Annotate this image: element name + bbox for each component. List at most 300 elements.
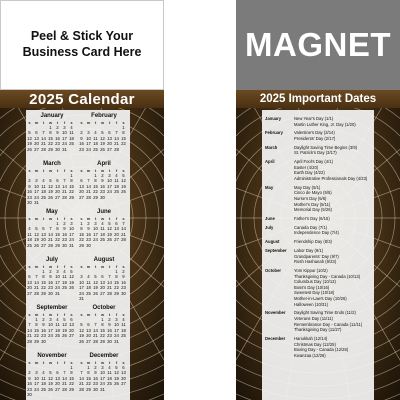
weekday-label: w xyxy=(48,120,53,125)
day-cell: 29 xyxy=(55,242,60,248)
month-may xyxy=(26,208,78,248)
month-name: August xyxy=(93,257,115,263)
day-cell: 7 xyxy=(122,221,125,226)
day-cell: 14 xyxy=(107,279,112,285)
day-cell: 27 xyxy=(55,386,60,392)
month-name: January xyxy=(40,113,64,119)
day-cell: 3 xyxy=(94,221,97,226)
day-cell: 24 xyxy=(48,333,53,339)
day-cell: 10 xyxy=(34,183,39,189)
weekday-label: f xyxy=(63,312,66,317)
day-cell: 25 xyxy=(107,381,112,387)
day-cell: 23 xyxy=(48,285,53,291)
day-cell: 8 xyxy=(101,322,104,328)
day-cell: 24 xyxy=(107,189,112,195)
weekday-label: w xyxy=(48,168,53,173)
day-cell: 27 xyxy=(100,290,105,296)
day-cell: 16 xyxy=(86,231,91,237)
weekday-label: s xyxy=(80,360,83,365)
day-cell: 16 xyxy=(41,327,46,333)
day-cell: 21 xyxy=(41,141,46,147)
day-cell: 4 xyxy=(115,173,118,178)
day-cell: 24 xyxy=(62,141,67,147)
day-cell: 18 xyxy=(121,327,126,333)
day-cell: 15 xyxy=(69,183,74,189)
day-cell: 4 xyxy=(87,274,90,280)
day-cell: 27 xyxy=(27,290,32,296)
day-cell: 12 xyxy=(48,375,53,381)
weekday-label: f xyxy=(115,168,118,173)
day-cell: 12 xyxy=(107,226,112,232)
weekday-label: w xyxy=(48,312,53,317)
day-cell: 25 xyxy=(55,333,60,339)
day-cell: 7 xyxy=(87,178,90,184)
day-cell: 11 xyxy=(41,375,46,381)
day-cell: 12 xyxy=(27,135,32,141)
week-row xyxy=(26,291,78,296)
day-cell: 31 xyxy=(62,146,67,152)
month-name: July xyxy=(45,257,58,263)
day-cell: 28 xyxy=(48,242,53,248)
event-item: Martin Luther King, Jr. Day (1/20) xyxy=(294,121,356,127)
day-cell: 25 xyxy=(41,194,46,200)
day-cell: 14 xyxy=(62,375,67,381)
day-cell: 7 xyxy=(108,274,111,280)
day-cell: 25 xyxy=(93,146,98,152)
day-cell: 15 xyxy=(79,231,84,237)
day-cell: 20 xyxy=(79,189,84,195)
day-cell: 16 xyxy=(55,135,60,141)
day-cell: 19 xyxy=(107,231,112,237)
day-cell: 8 xyxy=(94,178,97,184)
day-cell: 26 xyxy=(62,333,67,339)
day-cell: 10 xyxy=(55,274,60,280)
day-cell: 23 xyxy=(86,237,91,243)
day-cell: 18 xyxy=(55,327,60,333)
day-cell: 16 xyxy=(79,141,84,147)
day-cell: 5 xyxy=(63,317,66,322)
calendar-grid xyxy=(26,110,130,400)
day-cell: 15 xyxy=(114,279,119,285)
day-cell: 1 xyxy=(122,125,125,130)
event-item: Valentine's Day (2/14) xyxy=(294,130,335,136)
weekday-label: s xyxy=(80,216,83,221)
day-cell: 4 xyxy=(108,365,111,370)
day-cell: 12 xyxy=(69,274,74,280)
weekday-label: w xyxy=(48,264,53,269)
day-cell: 22 xyxy=(41,285,46,291)
day-cell: 2 xyxy=(122,269,125,274)
day-cell: 13 xyxy=(86,327,91,333)
week-row xyxy=(26,243,78,248)
day-cell: 26 xyxy=(107,237,112,243)
event-item: Kwanzaa (12/26) xyxy=(294,352,326,358)
dates-month-label: June xyxy=(265,216,275,221)
day-cell: 12 xyxy=(62,322,67,328)
weekday-label: f xyxy=(63,168,66,173)
day-cell: 18 xyxy=(41,381,46,387)
event-item: Cinco de Mayo (5/5) xyxy=(294,190,332,196)
weekday-label: m xyxy=(86,360,91,365)
weekday-label: s xyxy=(28,264,31,269)
weekday-label: f xyxy=(63,120,66,125)
day-cell: 17 xyxy=(34,189,39,195)
day-cell: 11 xyxy=(55,322,60,328)
day-cell: 4 xyxy=(63,269,66,274)
day-cell: 27 xyxy=(114,237,119,243)
event-item: Easter (4/20) xyxy=(294,164,319,170)
day-cell: 30 xyxy=(100,194,105,200)
day-cell: 2 xyxy=(87,221,90,226)
day-cell: 1 xyxy=(70,173,73,178)
day-cell: 13 xyxy=(41,231,46,237)
day-cell: 11 xyxy=(93,135,98,141)
day-cell: 2 xyxy=(28,370,31,376)
day-cell: 29 xyxy=(79,242,84,248)
day-cell: 9 xyxy=(94,370,97,376)
event-item: St. Patrick's Day (3/17) xyxy=(294,150,337,156)
day-cell: 20 xyxy=(41,237,46,243)
day-cell: 16 xyxy=(48,279,53,285)
day-cell: 22 xyxy=(86,381,91,387)
day-cell: 2 xyxy=(28,178,31,184)
day-cell: 27 xyxy=(107,146,112,152)
day-cell: 5 xyxy=(108,221,111,226)
day-cell: 22 xyxy=(121,141,126,147)
day-cell: 1 xyxy=(49,125,52,130)
day-cell: 30 xyxy=(27,391,32,397)
weekday-label: m xyxy=(34,312,39,317)
weekday-label: s xyxy=(70,120,73,125)
day-cell: 28 xyxy=(114,146,119,152)
weekday-label: s xyxy=(28,216,31,221)
day-cell: 6 xyxy=(70,317,73,322)
event-item: Labor Day (9/1) xyxy=(294,248,324,253)
day-cell: 14 xyxy=(114,135,119,141)
day-cell: 11 xyxy=(62,274,67,280)
day-cell: 15 xyxy=(34,327,39,333)
day-cell: 15 xyxy=(48,135,53,141)
day-cell: 13 xyxy=(114,226,119,232)
day-cell: 28 xyxy=(62,386,67,392)
day-cell: 3 xyxy=(70,221,73,226)
day-cell: 27 xyxy=(41,242,46,248)
weekday-label: s xyxy=(122,312,125,317)
day-cell: 29 xyxy=(41,290,46,296)
calendar-title: 2025 Calendar xyxy=(0,90,164,108)
event-item: April Fool's Day (4/1) xyxy=(294,159,333,165)
day-cell: 19 xyxy=(69,279,74,285)
day-cell: 6 xyxy=(35,130,38,136)
day-cell: 6 xyxy=(101,274,104,280)
day-cell: 20 xyxy=(34,141,39,147)
day-cell: 8 xyxy=(70,178,73,184)
event-item: Administrative Professionals Day (4/23) xyxy=(294,176,368,181)
day-cell: 26 xyxy=(27,146,32,152)
weekday-label: t xyxy=(94,264,97,269)
day-cell: 1 xyxy=(115,269,118,274)
day-cell: 8 xyxy=(49,130,52,136)
day-cell: 3 xyxy=(87,130,90,136)
event-item: Grandparents' Day (9/7) xyxy=(294,253,339,259)
weekday-label: t xyxy=(56,216,59,221)
day-cell: 15 xyxy=(121,135,126,141)
day-cell: 29 xyxy=(114,290,119,296)
day-cell: 28 xyxy=(86,194,91,200)
weekday-label: s xyxy=(122,264,125,269)
dates-month-label: September xyxy=(265,248,287,253)
day-cell: 4 xyxy=(101,221,104,226)
day-cell: 21 xyxy=(27,333,32,339)
day-cell: 22 xyxy=(69,381,74,387)
day-cell: 30 xyxy=(27,199,32,205)
day-cell: 19 xyxy=(48,381,53,387)
dates-month-label: April xyxy=(265,159,275,165)
day-cell: 9 xyxy=(122,274,125,280)
day-cell: 28 xyxy=(79,386,84,392)
day-cell: 13 xyxy=(55,375,60,381)
day-cell: 12 xyxy=(34,231,39,237)
day-cell: 20 xyxy=(100,285,105,291)
day-cell: 27 xyxy=(86,338,91,344)
day-cell: 7 xyxy=(63,178,66,184)
day-cell: 21 xyxy=(48,237,53,243)
dates-month-label: December xyxy=(265,336,286,341)
day-cell: 29 xyxy=(93,194,98,200)
day-cell: 2 xyxy=(94,365,97,370)
day-cell: 6 xyxy=(122,365,125,370)
day-cell: 17 xyxy=(48,327,53,333)
day-cell: 19 xyxy=(34,237,39,243)
day-cell: 5 xyxy=(49,178,52,184)
day-cell: 3 xyxy=(101,365,104,370)
day-cell: 29 xyxy=(69,386,74,392)
day-cell: 18 xyxy=(69,135,74,141)
weekday-label: f xyxy=(115,312,118,317)
day-cell: 17 xyxy=(114,327,119,333)
day-cell: 31 xyxy=(69,242,74,248)
day-cell: 11 xyxy=(41,183,46,189)
day-cell: 6 xyxy=(80,178,83,184)
day-cell: 30 xyxy=(86,242,91,248)
day-cell: 23 xyxy=(107,333,112,339)
weekday-label: f xyxy=(115,120,118,125)
day-cell: 3 xyxy=(35,370,38,376)
day-cell: 17 xyxy=(69,231,74,237)
day-cell: 23 xyxy=(62,237,67,243)
day-cell: 23 xyxy=(55,141,60,147)
weekday-label: s xyxy=(70,360,73,365)
day-cell: 31 xyxy=(114,338,119,344)
month-january xyxy=(26,112,78,152)
day-cell: 14 xyxy=(93,327,98,333)
weekday-label: w xyxy=(100,312,105,317)
day-cell: 4 xyxy=(94,130,97,136)
month-name: October xyxy=(92,305,116,311)
day-cell: 9 xyxy=(101,178,104,184)
weekday-label: t xyxy=(108,216,111,221)
peel-line-2: Business Card Here xyxy=(22,45,142,59)
day-cell: 25 xyxy=(114,189,119,195)
day-cell: 5 xyxy=(35,226,38,232)
event-item: Columbus Day (10/13) xyxy=(294,279,336,285)
day-cell: 16 xyxy=(27,189,32,195)
dates-month-label: November xyxy=(265,310,286,316)
day-cell: 1 xyxy=(80,221,83,226)
week-row xyxy=(78,387,130,392)
day-cell: 18 xyxy=(41,189,46,195)
day-cell: 11 xyxy=(114,178,119,184)
week-row xyxy=(78,296,130,301)
weekday-label: s xyxy=(28,120,31,125)
day-cell: 6 xyxy=(108,130,111,136)
day-cell: 9 xyxy=(28,375,31,381)
month-august xyxy=(78,256,130,301)
event-item: Father's Day (6/15) xyxy=(294,216,330,221)
day-cell: 12 xyxy=(100,135,105,141)
weekday-label: t xyxy=(108,264,111,269)
day-cell: 20 xyxy=(27,285,32,291)
day-cell: 6 xyxy=(28,274,31,280)
day-cell: 30 xyxy=(107,338,112,344)
dates-month-label: March xyxy=(265,144,278,150)
day-cell: 12 xyxy=(114,370,119,376)
weekday-label: t xyxy=(42,264,45,269)
day-cell: 10 xyxy=(107,178,112,184)
day-cell: 27 xyxy=(34,146,39,152)
day-cell: 19 xyxy=(121,183,126,189)
day-cell: 13 xyxy=(100,279,105,285)
day-cell: 26 xyxy=(48,386,53,392)
weekday-label: s xyxy=(80,120,83,125)
day-cell: 15 xyxy=(100,327,105,333)
day-cell: 29 xyxy=(48,146,53,152)
day-cell: 13 xyxy=(69,322,74,328)
day-cell: 2 xyxy=(108,317,111,322)
weekday-label: m xyxy=(86,264,91,269)
month-june xyxy=(78,208,130,248)
day-cell: 24 xyxy=(79,290,84,296)
day-cell: 25 xyxy=(86,290,91,296)
day-cell: 22 xyxy=(114,285,119,291)
weekday-label: t xyxy=(94,216,97,221)
day-cell: 21 xyxy=(34,285,39,291)
weekday-label: w xyxy=(100,216,105,221)
day-cell: 30 xyxy=(62,242,67,248)
weekday-label: t xyxy=(108,360,111,365)
day-cell: 17 xyxy=(107,183,112,189)
day-cell: 12 xyxy=(79,327,84,333)
important-dates-list xyxy=(262,110,374,400)
day-cell: 16 xyxy=(93,375,98,381)
day-cell: 30 xyxy=(55,146,60,152)
day-cell: 20 xyxy=(114,231,119,237)
day-cell: 11 xyxy=(27,231,32,237)
day-cell: 14 xyxy=(34,279,39,285)
day-cell: 9 xyxy=(28,183,31,189)
day-cell: 14 xyxy=(27,327,32,333)
dates-month-label: August xyxy=(265,239,280,245)
day-cell: 17 xyxy=(34,381,39,387)
day-cell: 12 xyxy=(93,279,98,285)
day-cell: 6 xyxy=(87,322,90,328)
day-cell: 3 xyxy=(108,173,111,178)
day-cell: 8 xyxy=(42,274,45,280)
day-cell: 13 xyxy=(34,135,39,141)
event-item: Daylight Saving Time Ends (11/2) xyxy=(294,310,356,316)
event-item: Independence Day (7/4) xyxy=(294,230,339,236)
day-cell: 20 xyxy=(55,189,60,195)
dates-title: 2025 Important Dates xyxy=(236,90,400,108)
day-cell: 21 xyxy=(93,333,98,339)
day-cell: 31 xyxy=(34,199,39,205)
day-cell: 7 xyxy=(42,130,45,136)
weekday-label: s xyxy=(28,168,31,173)
day-cell: 19 xyxy=(100,141,105,147)
day-cell: 26 xyxy=(100,146,105,152)
day-cell: 10 xyxy=(69,226,74,232)
day-cell: 4 xyxy=(42,370,45,376)
weekday-label: t xyxy=(42,216,45,221)
day-cell: 3 xyxy=(63,125,66,130)
day-cell: 28 xyxy=(93,338,98,344)
event-item: Boxing Day - Canada (12/26) xyxy=(294,347,349,353)
day-cell: 22 xyxy=(34,333,39,339)
day-cell: 24 xyxy=(86,146,91,152)
day-cell: 8 xyxy=(70,370,73,376)
day-cell: 9 xyxy=(87,226,90,232)
day-cell: 5 xyxy=(80,322,83,328)
day-cell: 13 xyxy=(27,279,32,285)
day-cell: 10 xyxy=(34,375,39,381)
day-cell: 22 xyxy=(93,189,98,195)
magnet-label: MAGNET xyxy=(245,26,391,63)
weekday-label: s xyxy=(80,312,83,317)
weekday-label: t xyxy=(94,360,97,365)
day-cell: 15 xyxy=(55,231,60,237)
day-cell: 22 xyxy=(79,237,84,243)
day-cell: 31 xyxy=(55,290,60,296)
month-name: February xyxy=(91,113,117,119)
weekday-label: w xyxy=(100,264,105,269)
weekday-label: m xyxy=(86,120,91,125)
dates-month-label: July xyxy=(265,224,274,230)
day-cell: 11 xyxy=(69,130,74,136)
day-cell: 6 xyxy=(115,221,118,226)
day-cell: 21 xyxy=(62,381,67,387)
day-cell: 1 xyxy=(94,173,97,178)
weekday-label: s xyxy=(70,168,73,173)
day-cell: 19 xyxy=(48,189,53,195)
month-name: March xyxy=(43,161,61,167)
weekday-label: m xyxy=(86,216,91,221)
day-cell: 8 xyxy=(122,130,125,136)
day-cell: 8 xyxy=(115,274,118,280)
day-cell: 10 xyxy=(93,226,98,232)
business-card-area xyxy=(0,0,164,90)
day-cell: 14 xyxy=(48,231,53,237)
dates-card xyxy=(236,0,400,400)
dates-month-label: February xyxy=(265,130,283,136)
day-cell: 2 xyxy=(56,125,59,130)
peel-line-1: Peel & Stick Your xyxy=(30,29,134,43)
weekday-label: f xyxy=(115,360,118,365)
day-cell: 17 xyxy=(79,285,84,291)
day-cell: 19 xyxy=(27,141,32,147)
dates-month-label: May xyxy=(265,184,274,190)
day-cell: 11 xyxy=(107,370,112,376)
month-name: December xyxy=(89,353,119,359)
